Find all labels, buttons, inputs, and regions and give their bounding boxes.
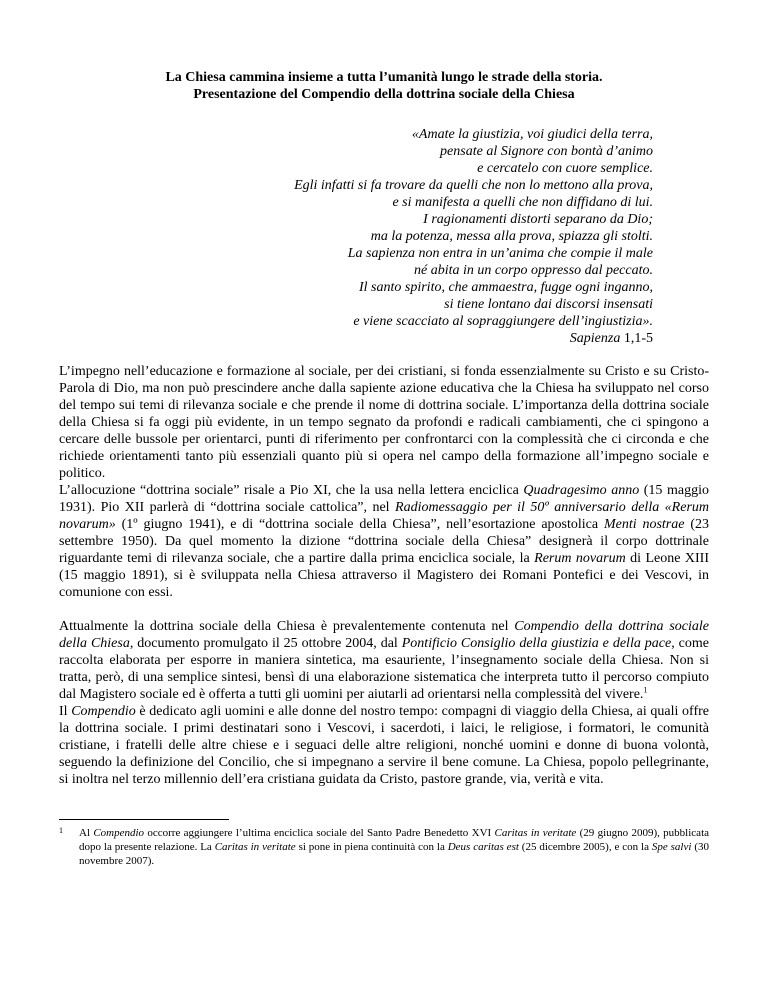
epigraph-line: e cercatelo con cuore semplice.	[477, 161, 653, 176]
epigraph-line: Egli infatti si fa trovare da quelli che non lo mettono alla prova,	[294, 178, 653, 193]
epigraph-line: ma la potenza, messa alla prova, spiazza gli stolti.	[370, 229, 653, 244]
citation-title: Rerum novarum	[534, 551, 626, 566]
paragraph-4	[59, 703, 709, 788]
epigraph-line: «Amate la giustizia, voi giudici della terra,	[411, 127, 653, 142]
citation-title: Caritas in veritate	[214, 841, 296, 853]
footnote-reference[interactable]: 1	[643, 685, 648, 695]
text-run: Il	[59, 704, 72, 719]
title-line-1: La Chiesa cammina insieme a tutta l’umanità lungo le strade della storia.	[165, 70, 603, 85]
paragraph-3	[59, 618, 709, 703]
citation-title: Caritas in veritate	[494, 827, 577, 839]
document-title	[60, 69, 708, 103]
paragraph-1: L’impegno nell’educazione e formazione al sociale, per dei cristiani, si fonda essenzialmente su Cristo e su Cristo-Parola di Dio, ma non può prescindere anche dalla sapiente azione educativa che la Chiesa ha sviluppato nel corso del tempo sui temi di rilevanza sociale e che prende il nome di dottrina sociale. L’importanza della dottrina sociale della Chiesa si fa oggi più evidente, in un tempo segnato da profondi e radicali cambiamenti, che ci spingono a cercare delle bussole per orientarci, punti di riferimento per confrontarci con la complessità che ci circonda e che richiede orientamenti tanto più essenziali quanto più si opera nel campo della formazione all’impegno sociale e politico.	[59, 364, 709, 481]
epigraph-source-book: Sapienza	[569, 331, 621, 346]
citation-title: Compendio	[93, 827, 145, 839]
text-run: è dedicato agli uomini e alle donne del nostro tempo: compagni di viaggio della Chiesa, ai quali offre la dottrina sociale. I primi destinatari sono i Vescovi, i sacerdoti, i laici, le religiose, i formatori, le comunità cristiane, i fratelli delle altre chiese e i seguaci delle altre religioni, nonché uomini e donne di buona volontà, seguendo la definizione del Concilio, che si impegnano a servire il bene comune. La Chiesa, popolo pellegrinante, si inoltra nel terzo millennio dell’era cristiana guidata da Cristo, pastore grande, via, verità e vita.	[59, 704, 709, 787]
text-run: Al	[79, 827, 94, 839]
citation-title: Quadragesimo anno	[523, 483, 640, 498]
citation-title: Pontificio Consiglio della giustizia e della pace	[401, 636, 672, 651]
footnote-text	[59, 826, 709, 868]
citation-title: Spe salvi	[651, 841, 692, 853]
text-run: (1º giugno 1941), e di “dottrina sociale della Chiesa”, nell’esortazione apostolica	[115, 517, 604, 532]
footnote-separator	[59, 819, 229, 820]
title-line-2: Presentazione del Compendio della dottrina sociale della Chiesa	[193, 87, 575, 102]
paragraph-2	[59, 482, 709, 601]
text-run: (29 giugno 2009), pubblicata dopo la presente relazione. La	[79, 827, 710, 853]
text-run: (30 novembre 2007).	[79, 841, 709, 867]
epigraph-line: e si manifesta a quelli che non diffidano di lui.	[392, 195, 653, 210]
footnote	[59, 826, 709, 868]
text-run: Attualmente la dottrina sociale della Chiesa è prevalentemente contenuta nel	[59, 619, 515, 634]
epigraph-line: e viene scacciato al sopraggiungere dell’ingiustizia».	[353, 314, 653, 329]
epigraph-line: si tiene lontano dai discorsi insensati	[444, 297, 653, 312]
citation-title: Compendio	[71, 704, 136, 719]
epigraph-source-ref: 1,1-5	[620, 331, 653, 346]
citation-title: Menti nostrae	[603, 517, 685, 532]
text-run: (15 maggio 1931). Pio XII parlerà di “dottrina sociale cattolica”, nel	[59, 483, 709, 515]
text-run: (23 settembre 1950). Da quel momento la dizione “dottrina sociale della Chiesa” designerà il corpo dottrinale riguardante temi di rilevanza sociale, che a partire dalla prima enciclica sociale, la	[59, 517, 709, 566]
body-text	[59, 363, 709, 788]
epigraph-line: Il santo spirito, che ammaestra, fugge ogni inganno,	[359, 280, 653, 295]
epigraph-line: La sapienza non entra in un’anima che compie il male	[347, 246, 653, 261]
epigraph	[294, 126, 653, 347]
footnote-number: 1	[59, 826, 63, 835]
text-run: si pone in piena continuità con la	[295, 841, 448, 853]
citation-title: Deus caritas est	[447, 841, 519, 853]
epigraph-line: I ragionamenti distorti separano da Dio;	[423, 212, 653, 227]
text-run: , come raccolta elaborata per esporre in maniera sintetica, ma esauriente, l’insegnamento sociale della Chiesa. Non si tratta, però, di una semplice sintesi, bensì di una elaborazione sistematica che interpreta tutto il percorso compiuto dal Magistero sociale ed è offerta a tutti gli uomini per aiutarli ad orientarsi nella complessità del vivere.	[59, 636, 709, 702]
text-run: (25 dicembre 2005), e con la	[518, 841, 652, 853]
epigraph-source	[294, 330, 653, 347]
citation-title: Radiomessaggio per il 50º anniversario della «Rerum novarum»	[59, 500, 709, 532]
text-run: di Leone XIII (15 maggio 1891), si è sviluppata nella Chiesa attraverso il Magistero dei Romani Pontefici e dei Vescovi, in comunione con essi.	[59, 551, 709, 600]
text-run: occorre aggiungere l’ultima enciclica sociale del Santo Padre Benedetto XVI	[144, 827, 495, 839]
text-run: L’allocuzione “dottrina sociale” risale a Pio XI, che la usa nella lettera enciclica	[59, 483, 524, 498]
epigraph-line: pensate al Signore con bontà d’animo	[440, 144, 653, 159]
epigraph-line: né abita in un corpo oppresso dal peccato.	[413, 263, 653, 278]
citation-title: Compendio della dottrina sociale della Chiesa	[59, 619, 709, 651]
text-run: , documento promulgato il 25 ottobre 2004, dal	[129, 636, 402, 651]
